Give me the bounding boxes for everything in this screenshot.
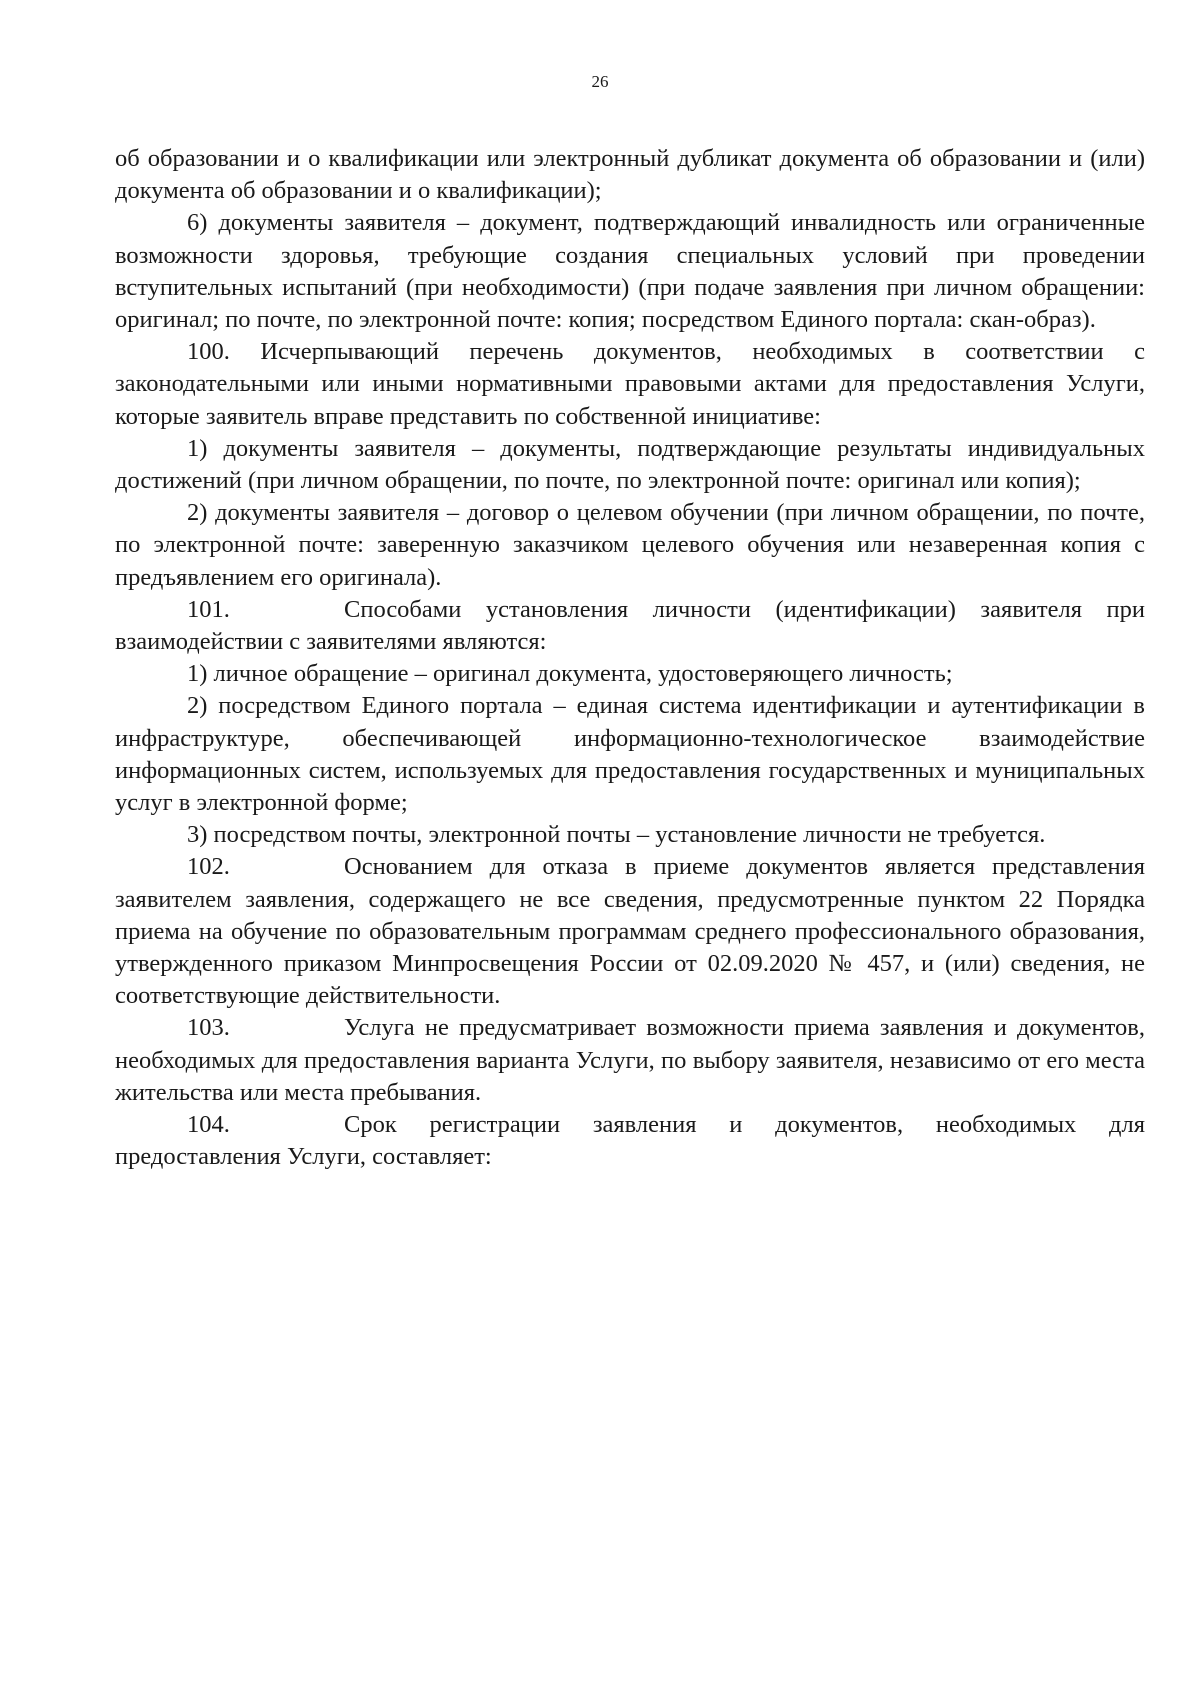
paragraph-clause-103 xyxy=(115,1012,1145,1109)
paragraph-101-item-3: 3) посредством почты, электронной почты – установление личности не требуется. xyxy=(187,821,1046,849)
paragraph-clause-104 xyxy=(115,1109,1145,1173)
page-number: 26 xyxy=(591,72,609,91)
document-body xyxy=(115,143,1145,1174)
clause-number: 104. xyxy=(187,1111,230,1139)
paragraph-continuation: об образовании и о квалификации или электронный дубликат документа об образовании и (или) документа об образовании и о квалификации); xyxy=(115,145,1145,205)
paragraph-101-item-1: 1) личное обращение – оригинал документа, удостоверяющего личность; xyxy=(187,660,953,688)
paragraph-clause-102 xyxy=(115,851,1145,1012)
clause-text: Основанием для отказа в приеме документов является представления заявителем заявления, содержащего не все сведения, предусмотренные пунктом 22 Порядка приема на обучение по образовательным программам среднего профессионального образования, утвержденного приказом Минпросвещения России от 02.09.2020 № 457, и (или) сведения, не соответствующие действительности. xyxy=(115,853,1145,1010)
clause-text: Услуга не предусматривает возможности приема заявления и документов, необходимых для предоставления варианта Услуги, по выбору заявителя, независимо от его места жительства или места пребывания. xyxy=(115,1014,1145,1106)
clause-text: Срок регистрации заявления и документов, необходимых для предоставления Услуги, составляет: xyxy=(115,1111,1145,1171)
clause-number: 103. xyxy=(187,1014,230,1042)
clause-number: 102. xyxy=(187,853,230,881)
paragraph-clause-100: 100. Исчерпывающий перечень документов, необходимых в соответствии с законодательными или иными нормативными правовыми актами для предоставления Услуги, которые заявитель вправе представить по собственной инициативе: xyxy=(115,338,1145,430)
paragraph-100-item-1: 1) документы заявителя – документы, подтверждающие результаты индивидуальных достижений (при личном обращении, по почте, по электронной почте: оригинал или копия); xyxy=(115,434,1145,495)
paragraph-101-item-2: 2) посредством Единого портала – единая система идентификации и аутентификации в инфраструктуре, обеспечивающей информационно-технологическое взаимодействие информационных систем, используемых для предоставления государственных и муниципальных услуг в электронной форме; xyxy=(115,692,1145,817)
paragraph-clause-101 xyxy=(115,594,1145,658)
paragraph-100-item-2: 2) документы заявителя – договор о целевом обучении (при личном обращении, по почте, по электронной почте: заверенную заказчиком целевого обучения или незаверенная копия с предъявлением его оригинала). xyxy=(115,499,1145,591)
clause-number: 101. xyxy=(187,595,230,623)
paragraph-item-6: 6) документы заявителя – документ, подтверждающий инвалидность или ограниченные возможности здоровья, требующие создания специальных условий при проведении вступительных испытаний (при необходимости) (при подаче заявления при личном обращении: оригинал; по почте, по электронной почте: копия; посредством Единого портала: скан-образ). xyxy=(115,209,1145,334)
clause-text: Способами установления личности (идентификации) заявителя при взаимодействии с заявителями являются: xyxy=(115,595,1145,656)
